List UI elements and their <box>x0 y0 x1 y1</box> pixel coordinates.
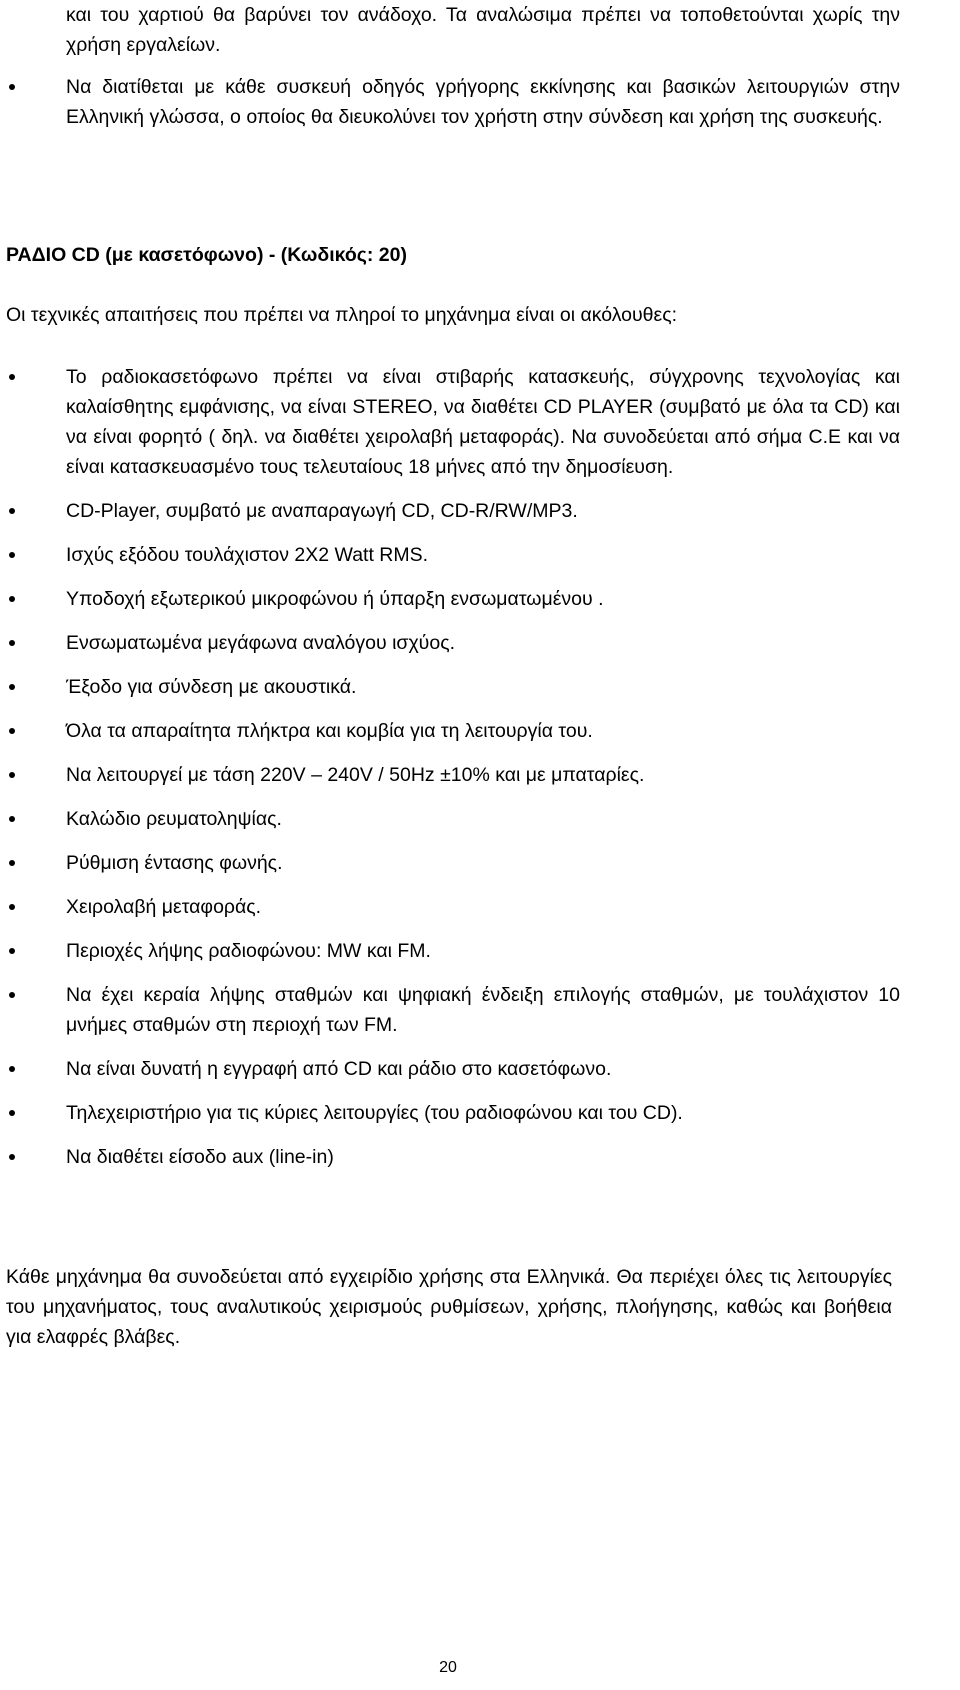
list-item: Να είναι δυνατή η εγγραφή από CD και ράδιο στο κασετόφωνο. <box>0 1054 900 1084</box>
list-item: Καλώδιο ρευματοληψίας. <box>0 804 900 834</box>
list-item: Ρύθμιση έντασης φωνής. <box>0 848 900 878</box>
list-item: Να λειτουργεί με τάση 220V – 240V / 50Hz ±10% και με μπαταρίες. <box>0 760 900 790</box>
list-item: Να έχει κεραία λήψης σταθμών και ψηφιακή ένδειξη επιλογής σταθμών, με τουλάχιστον 10 μνήμες σταθμών στη περιοχή των FM. <box>0 980 900 1040</box>
section-heading: ΡΑΔΙΟ CD (με κασετόφωνο) - (Κωδικός: 20) <box>6 244 407 266</box>
requirements-list <box>0 362 900 1186</box>
continued-paragraph: και του χαρτιού θα βαρύνει τον ανάδοχο. Τα αναλώσιμα πρέπει να τοποθετούνται χωρίς την χρήση εργαλείων. <box>66 4 900 56</box>
list-item: Υποδοχή εξωτερικού μικροφώνου ή ύπαρξη ενσωματωμένου . <box>0 584 900 614</box>
list-item: Όλα τα απαραίτητα πλήκτρα και κομβία για τη λειτουργία του. <box>0 716 900 746</box>
list-item: Να διαθέτει είσοδο aux (line-in) <box>0 1142 900 1172</box>
closing-paragraph: Κάθε μηχάνημα θα συνοδεύεται από εγχειρίδιο χρήσης στα Ελληνικά. Θα περιέχει όλες τις λειτουργίες του μηχανήματος, τους αναλυτικούς χειρισμούς ρυθμίσεων, χρήσης, πλοήγησης, καθώς και βοήθεια για ελαφρές βλάβες. <box>6 1266 892 1348</box>
list-item: CD-Player, συμβατό με αναπαραγωγή CD, CD-R/RW/MP3. <box>0 496 900 526</box>
page-number: 20 <box>439 1659 457 1676</box>
section-intro: Οι τεχνικές απαιτήσεις που πρέπει να πληροί το μηχάνημα είναι οι ακόλουθες: <box>6 304 678 326</box>
list-item: Περιοχές λήψης ραδιοφώνου: MW και FM. <box>0 936 900 966</box>
top-fragment <box>0 0 900 144</box>
list-item: Έξοδο για σύνδεση με ακουστικά. <box>0 672 900 702</box>
continued-list <box>0 0 900 132</box>
list-item: Το ραδιοκασετόφωνο πρέπει να είναι στιβαρής κατασκευής, σύγχρονης τεχνολογίας και καλαίσθητης εμφάνισης, να είναι STEREO, να διαθέτει CD PLAYER (συμβατό με όλα τα CD) και να είναι φορητό ( δηλ. να διαθέτει χειρολαβή μεταφοράς). Να συνοδεύεται από σήμα C.E και να είναι κατασκευασμένο τους τελευταίους 18 μήνες από την δημοσίευση. <box>0 362 900 482</box>
list-item: Να διατίθεται με κάθε συσκευή οδηγός γρήγορης εκκίνησης και βασικών λειτουργιών στην Ελληνική γλώσσα, ο οποίος θα διευκολύνει τον χρήστη στην σύνδεση και χρήση της συσκευής. <box>0 72 900 132</box>
list-item: Χειρολαβή μεταφοράς. <box>0 892 900 922</box>
list-item: Ισχύς εξόδου τουλάχιστον 2Χ2 Watt RMS. <box>0 540 900 570</box>
list-item: Ενσωματωμένα μεγάφωνα αναλόγου ισχύος. <box>0 628 900 658</box>
list-item: Τηλεχειριστήριο για τις κύριες λειτουργίες (του ραδιοφώνου και του CD). <box>0 1098 900 1128</box>
